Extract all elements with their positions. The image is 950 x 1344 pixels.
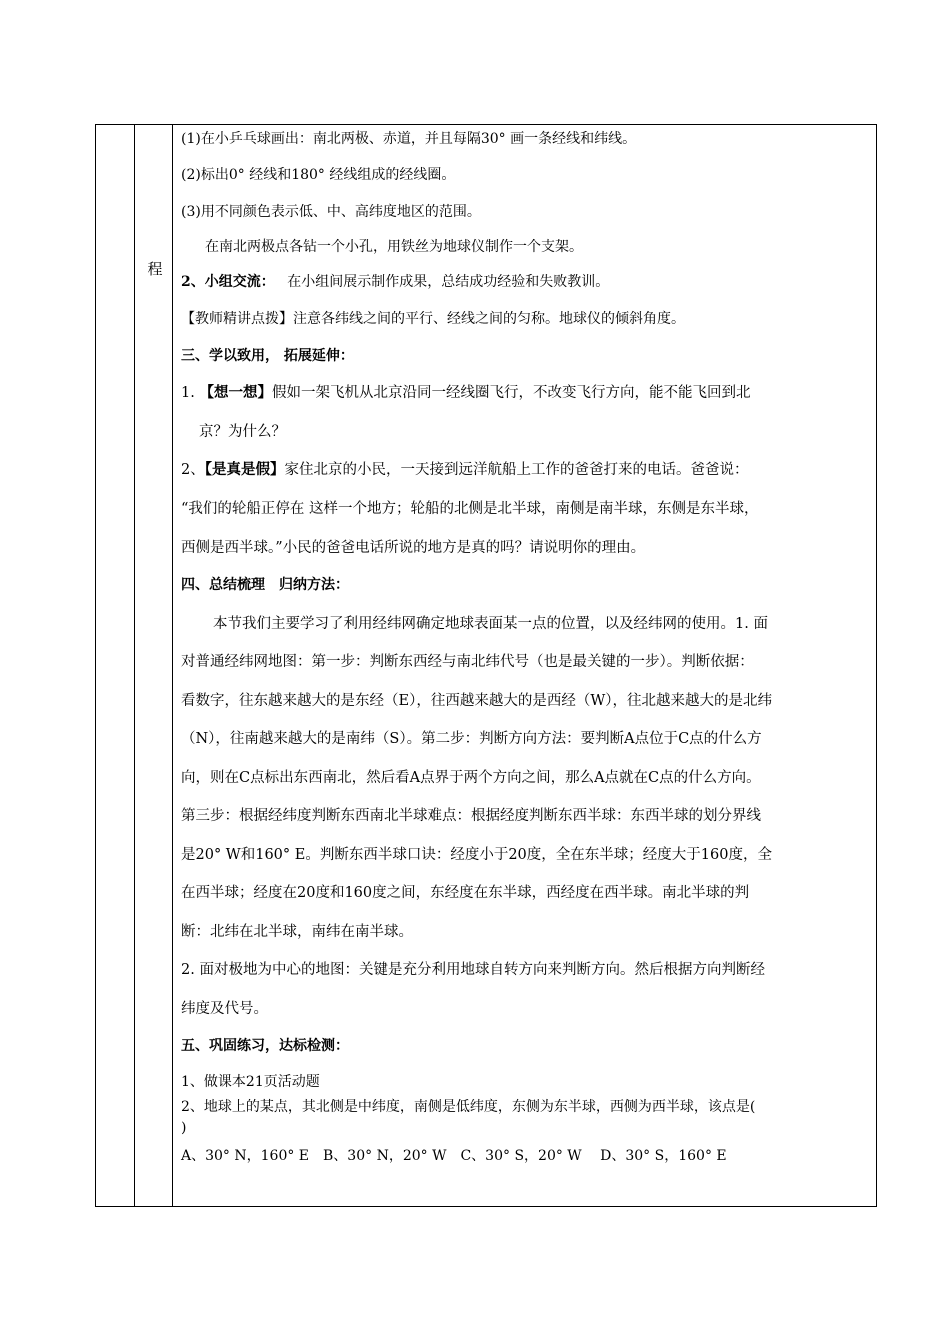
text-line: 西侧是西半球。”小民的爸爸电话所说的地方是真的吗？请说明你的理由。 <box>181 540 646 556</box>
summary-line: 纬度及代号。 <box>181 1001 268 1017</box>
summary-line: 2. 面对极地为中心的地图：关键是充分利用地球自转方向来判断方向。然后根据方向判断经 <box>181 962 765 978</box>
text-line: 【教师精讲点拨】注意各纬线之间的平行、经线之间的匀称。地球仪的倾斜角度。 <box>181 311 685 327</box>
summary-line: 看数字，往东越来越大的是东经（E），往西越来越大的是西经（W），往北越来越大的是北纬 <box>181 693 772 709</box>
summary-line: （N），往南越来越大的是南纬（S）。第二步：判断方向方法：要判断A点位于C点的什么方 <box>181 731 762 747</box>
text-line: 在南北两极点各钻一个小孔，用铁丝为地球仪制作一个支架。 <box>205 239 583 255</box>
summary-line: 第三步：根据经纬度判断东西南北半球难点：根据经度判断东西半球：东西半球的划分界线 <box>181 808 761 824</box>
exercise-line: 1、做课本21页活动题 <box>181 1074 320 1090</box>
group-exchange-line <box>181 271 609 291</box>
summary-line: 对普通经纬网地图：第一步：判断东西经与南北纬代号（也是最关键的一步）。判断依据： <box>181 654 754 670</box>
column-divider <box>134 125 135 1206</box>
answer-options: A、30° N，160° E B、30° N，20° W C、30° S，20° W D、30° S，160° E <box>181 1148 727 1164</box>
summary-line: 是20° W和160° E。判断东西半球口诀：经度小于20度，全在东半球；经度大于160度，全 <box>181 847 772 863</box>
exercise-line: ) <box>181 1120 187 1136</box>
question-tag: 【想一想】 <box>199 384 272 401</box>
side-label: 程 <box>147 260 163 278</box>
question-2 <box>181 458 748 479</box>
section-heading: 三、学以致用， 拓展延伸： <box>181 348 354 364</box>
text-line: 在小组间展示制作成果，总结成功经验和失败教训。 <box>287 274 610 290</box>
summary-line: 本节我们主要学习了利用经纬网确定地球表面某一点的位置，以及经纬网的使用。1. 面 <box>213 616 768 632</box>
question-number: 1. <box>181 385 200 401</box>
section-heading: 四、总结梳理 归纳方法： <box>181 577 349 593</box>
exercise-line: 2、地球上的某点，其北侧是中纬度，南侧是低纬度，东侧为东半球，西侧为西半球，该点是( <box>181 1099 756 1115</box>
question-number: 2、 <box>181 462 205 478</box>
text-line: “我们的轮船正停在 这样一个地方；轮船的北侧是北半球，南侧是南半球，东侧是东半球， <box>181 501 759 517</box>
question-tag: 【是真是假】 <box>204 461 285 478</box>
text-line: 京？为什么？ <box>199 424 286 440</box>
text-line: (3)用不同颜色表示低、中、高纬度地区的范围。 <box>181 204 481 220</box>
summary-line: 向，则在C点标出东西南北，然后看A点界于两个方向之间，那么A点就在C点的什么方向。 <box>181 770 761 786</box>
text-line: (2)标出0° 经线和180° 经线组成的经线圈。 <box>181 167 456 183</box>
summary-line: 断：北纬在北半球，南纬在南半球。 <box>181 924 413 940</box>
column-divider <box>172 125 173 1206</box>
text-line: (1)在小乒乓球画出：南北两极、赤道，并且每隔30° 画一条经线和纬线。 <box>181 131 637 147</box>
question-text: 家住北京的小民，一天接到远洋航船上工作的爸爸打来的电话。爸爸说： <box>284 462 749 478</box>
summary-line: 在西半球；经度在20度和160度之间，东经度在东半球，西经度在西半球。南北半球的判 <box>181 885 750 901</box>
section-heading: 五、巩固练习，达标检测： <box>181 1038 349 1054</box>
question-text: 假如一架飞机从北京沿同一经线圈飞行，不改变飞行方向，能不能飞回到北 <box>271 385 751 401</box>
section-heading: 2、小组交流： <box>181 274 275 290</box>
question-1 <box>181 381 750 402</box>
